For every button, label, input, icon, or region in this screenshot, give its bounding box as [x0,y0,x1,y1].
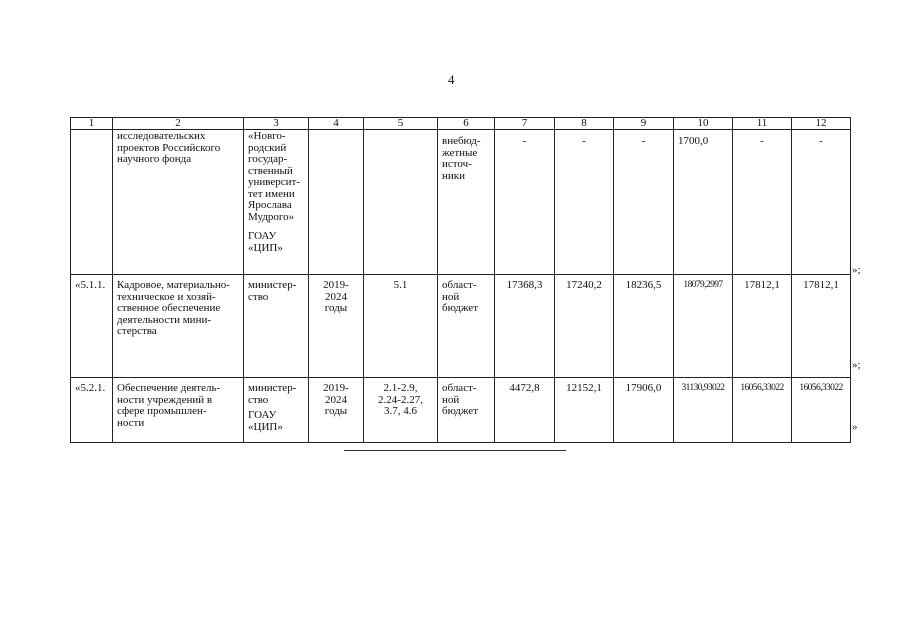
value-cell: 17906,0 [614,378,674,443]
indicator-ref [364,130,438,275]
item-name [113,130,244,275]
text-line: исследовательских [117,130,206,142]
text-line: ГОАУ [248,230,277,242]
text-line: бюджет [442,302,478,314]
text-line: «ЦИП» [248,241,283,254]
text-line: 2024 [325,393,347,406]
text-line: стерства [117,325,157,337]
text-line: проектов Российского [117,141,221,154]
value-cell: 17240,2 [555,275,614,378]
value-cell: 17368,3 [495,275,555,378]
text-line: ГОАУ [248,409,277,421]
indicator-ref [364,378,438,443]
period [309,275,364,378]
value-cell: - [733,130,792,275]
value-cell: - [555,130,614,275]
text-line: 3.7, 4.6 [384,405,417,417]
item-name [113,275,244,378]
text-line: ности [117,416,145,429]
text-line: Мудрого» [248,210,295,223]
col-num: 2 [113,118,244,130]
indicator-ref: 5.1 [364,275,438,378]
text-line: ство [248,290,269,303]
value-cell: 18079,2997 [674,275,733,378]
col-num: 3 [244,118,309,130]
text-line: 2019- [323,279,349,291]
text-line: област- [442,279,477,291]
value-cell: 16056,33022 [733,378,792,443]
text-line: «ЦИП» [248,420,283,433]
executor [244,378,309,443]
text-line: 2.1-2.9, [383,382,418,394]
text-line: годы [324,405,348,417]
text-line: источ- [442,158,472,170]
period [309,130,364,275]
item-name [113,378,244,443]
text-line: 2024 [325,290,347,303]
col-num: 11 [733,118,792,130]
value-cell: 18236,5 [614,275,674,378]
col-num: 7 [495,118,555,130]
closing-rule [344,450,566,451]
page-number: 4 [448,72,455,87]
col-num: 8 [555,118,614,130]
funding-source [438,275,495,378]
text-line: ной [442,290,460,303]
text-line: министер- [248,279,297,291]
item-number: «5.2.1. [71,378,113,443]
text-line: жетные [442,146,478,159]
text-line: Кадровое, материально- [117,279,230,291]
value-cell: 17812,1 [792,275,851,378]
col-num: 6 [438,118,495,130]
item-number: «5.1.1. [71,275,113,378]
text-line: ники [442,169,466,182]
item-number [71,130,113,275]
funding-source [438,130,495,275]
col-num: 4 [309,118,364,130]
row-end-mark: »; [852,264,861,276]
text-line: внебюд- [442,135,481,147]
value-cell: 31130,93022 [674,378,733,443]
text-line: ной [442,393,460,406]
executor [244,130,309,275]
text-line: Обеспечение деятель- [117,382,221,394]
col-num: 1 [71,118,113,130]
text-line: ственное обеспечение [117,302,221,314]
text-line: техническое и хозяй- [117,290,216,303]
col-num: 12 [792,118,851,130]
column-numbers-row [71,118,851,130]
text-line: родский [248,141,287,154]
row-end-mark: » [852,421,858,433]
budget-table [70,117,851,443]
text-line: ственный [248,164,293,177]
executor-line-group [248,131,304,223]
text-line: Ярослава [248,199,292,211]
value-cell: - [792,130,851,275]
text-line: государ- [248,153,288,165]
text-line: бюджет [442,405,478,417]
col-num: 9 [614,118,674,130]
value-cell: 12152,1 [555,378,614,443]
executor [244,275,309,378]
text-line: научного фонда [117,153,192,165]
text-line: университ- [248,176,301,188]
table-row [71,378,851,443]
text-line: деятельности мини- [117,313,212,326]
text-line: 2019- [323,382,349,394]
value-cell: - [495,130,555,275]
period [309,378,364,443]
value-cell: 4472,8 [495,378,555,443]
value-cell: 16056,33022 [792,378,851,443]
text-line: министер- [248,382,297,394]
table-row [71,275,851,378]
value-cell: 17812,1 [733,275,792,378]
col-num: 5 [364,118,438,130]
text-line: «Новго- [248,130,286,142]
value-cell: - [614,130,674,275]
text-line: тет имени [248,187,295,200]
col-num: 10 [674,118,733,130]
text-line: годы [324,302,348,314]
text-line: област- [442,382,477,394]
text-line: сфере промышлен- [117,405,207,417]
value-cell: 1700,0 [674,130,733,275]
executor-line-group [248,231,304,254]
text-line: ности учреждений в [117,393,213,406]
executor-line-group [248,410,304,433]
row-end-mark: »; [852,359,861,371]
text-line: ство [248,393,269,406]
table-row [71,130,851,275]
funding-source [438,378,495,443]
executor-line-group [248,383,304,406]
text-line: 2.24-2.27, [378,393,423,406]
